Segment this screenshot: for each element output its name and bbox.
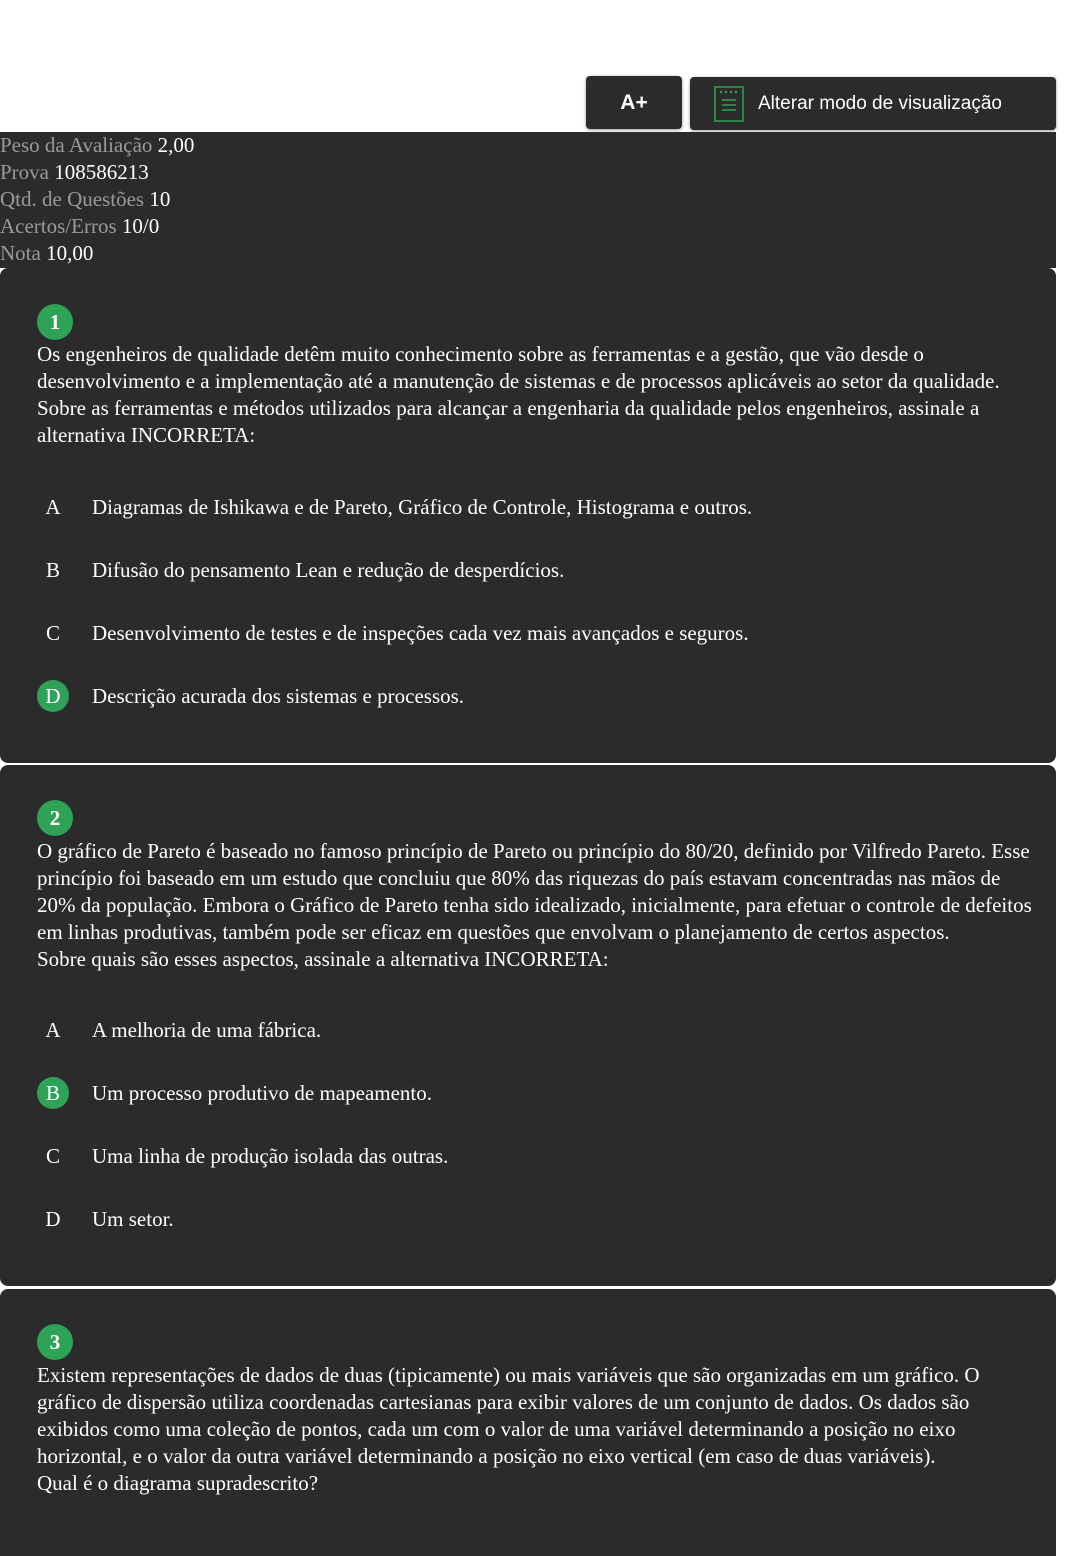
- summary-value: 2,00: [157, 133, 195, 157]
- option-letter: A: [45, 1017, 61, 1042]
- statement-paragraph: Existem representações de dados de duas (tipicamente) ou mais variáveis que são organizadas em um gráfico. O gráfico de dispersão utiliza coordenadas cartesianas para exibir valores de um conjunto de dados. Os dados são exibidos como uma coleção de pontos, cada um com o valor de uma variável determinando a posição no eixo horizontal, e o valor da outra variável determinando a posição no eixo vertical (em caso de duas variáveis).: [37, 1363, 980, 1468]
- question-card: [0, 268, 1056, 763]
- option-a[interactable]: [37, 1013, 1037, 1047]
- option-a[interactable]: [37, 490, 1037, 524]
- option-text: Diagramas de Ishikawa e de Pareto, Gráfico de Controle, Histograma e outros.: [92, 494, 753, 519]
- increase-font-button[interactable]: A+: [586, 76, 682, 129]
- statement-paragraph: O gráfico de Pareto é baseado no famoso princípio de Pareto ou princípio do 80/20, definido por Vilfredo Pareto. Esse princípio foi baseado em um estudo que concluiu que 80% das riquezas do país estavam concentradas nas mãos de 20% da população. Embora o Gráfico de Pareto tenha sido idealizado, inicialmente, para efetuar o controle de defeitos em linhas produtivas, também pode ser eficaz em questões que envolvam o planejamento de certos aspectos.: [37, 839, 1032, 944]
- summary-label: Acertos/Erros: [0, 214, 117, 238]
- change-view-mode-label: Alterar modo de visualização: [758, 92, 1002, 114]
- summary-value: 10/0: [121, 214, 160, 238]
- summary-label: Qtd. de Questões: [0, 187, 145, 211]
- question-statement: [37, 838, 1037, 973]
- summary-weight: [0, 132, 1056, 159]
- question-card: [0, 1289, 1056, 1556]
- toolbar: [0, 76, 1067, 132]
- question-statement: [37, 1362, 1037, 1497]
- summary-question-count: [0, 186, 1056, 213]
- summary-value: 10: [149, 187, 171, 211]
- option-d[interactable]: [37, 679, 1037, 713]
- exam-summary: [0, 132, 1056, 268]
- option-letter: D: [45, 1206, 61, 1231]
- statement-paragraph: Sobre quais são esses aspectos, assinale a alternativa INCORRETA:: [37, 947, 609, 971]
- summary-value: 10,00: [46, 241, 94, 265]
- question-number-badge: 2: [37, 800, 73, 836]
- summary-label: Prova: [0, 160, 49, 184]
- option-text: Uma linha de produção isolada das outras.: [92, 1143, 449, 1168]
- option-text: A melhoria de uma fábrica.: [92, 1017, 322, 1042]
- option-letter: B: [45, 557, 60, 582]
- option-c[interactable]: [37, 1139, 1037, 1173]
- summary-value: 108586213: [54, 160, 149, 184]
- option-text: Desenvolvimento de testes e de inspeções cada vez mais avançados e seguros.: [92, 620, 749, 645]
- question-number-badge: 1: [37, 304, 73, 340]
- summary-label: Nota: [0, 241, 41, 265]
- option-b[interactable]: [37, 1076, 1037, 1110]
- option-letter: A: [45, 494, 61, 519]
- summary-label: Peso da Avaliação: [0, 133, 153, 157]
- statement-paragraph: Qual é o diagrama supradescrito?: [37, 1471, 319, 1495]
- option-text: Um processo produtivo de mapeamento.: [92, 1080, 432, 1105]
- option-letter-selected: B: [37, 1077, 69, 1109]
- document-view-icon: [714, 86, 744, 122]
- question-number-badge: 3: [37, 1324, 73, 1360]
- option-letter: C: [45, 620, 60, 645]
- option-letter-selected: D: [37, 680, 69, 712]
- option-text: Um setor.: [92, 1206, 174, 1231]
- option-text: Difusão do pensamento Lean e redução de desperdícios.: [92, 557, 565, 582]
- summary-grade: [0, 240, 1056, 267]
- option-b[interactable]: [37, 553, 1037, 587]
- statement-paragraph: Os engenheiros de qualidade detêm muito conhecimento sobre as ferramentas e a gestão, que vão desde o desenvolvimento e a implementação até a manutenção de sistemas e de processos aplicáveis ao setor da qualidade.: [37, 342, 1000, 393]
- statement-paragraph: Sobre as ferramentas e métodos utilizados para alcançar a engenharia da qualidade pelos engenheiros, assinale a alternativa INCORRETA:: [37, 396, 980, 447]
- summary-hits-misses: [0, 213, 1056, 240]
- question-statement: [37, 341, 1037, 449]
- option-d[interactable]: [37, 1202, 1037, 1236]
- option-letter: C: [45, 1143, 60, 1168]
- question-card: [0, 765, 1056, 1286]
- option-text: Descrição acurada dos sistemas e processos.: [92, 683, 465, 708]
- change-view-mode-button[interactable]: [690, 77, 1056, 130]
- summary-exam-id: [0, 159, 1056, 186]
- option-c[interactable]: [37, 616, 1037, 650]
